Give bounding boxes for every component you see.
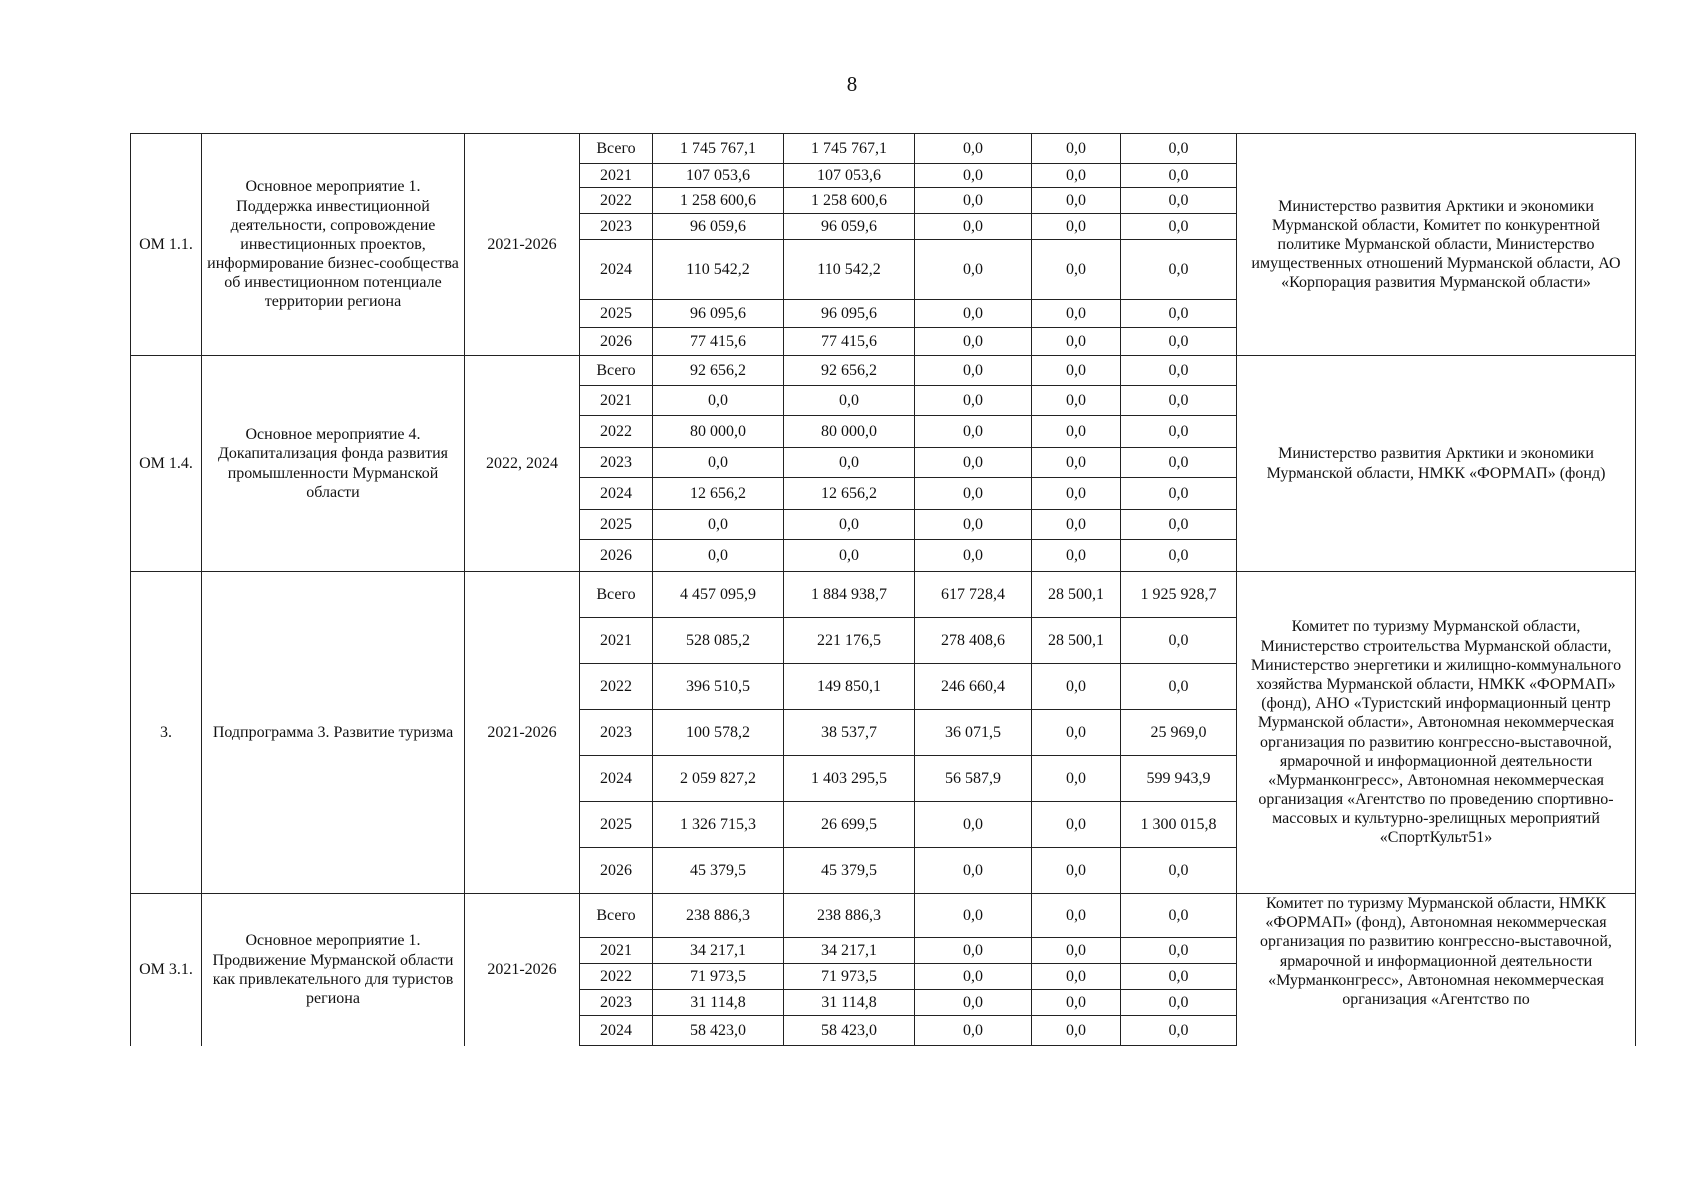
other-sources-cell: 0,0 <box>1121 848 1237 894</box>
year-cell: 2024 <box>580 478 653 510</box>
other-sources-cell: 0,0 <box>1121 164 1237 188</box>
regional-budget-cell: 1 403 295,5 <box>784 756 915 802</box>
other-sources-cell: 0,0 <box>1121 1016 1237 1046</box>
total-cell: 1 258 600,6 <box>653 188 784 214</box>
section-code: ОМ 3.1. <box>131 894 202 1046</box>
federal-budget-cell: 246 660,4 <box>915 664 1032 710</box>
local-budget-cell: 0,0 <box>1032 894 1121 938</box>
regional-budget-cell: 31 114,8 <box>784 990 915 1016</box>
local-budget-cell: 0,0 <box>1032 938 1121 964</box>
regional-budget-cell: 0,0 <box>784 386 915 416</box>
total-cell: 34 217,1 <box>653 938 784 964</box>
other-sources-cell: 599 943,9 <box>1121 756 1237 802</box>
local-budget-cell: 0,0 <box>1032 214 1121 240</box>
other-sources-cell: 1 300 015,8 <box>1121 802 1237 848</box>
year-cell: Всего <box>580 134 653 164</box>
federal-budget-cell: 0,0 <box>915 240 1032 300</box>
federal-budget-cell: 0,0 <box>915 300 1032 328</box>
year-cell: Всего <box>580 356 653 386</box>
other-sources-cell: 0,0 <box>1121 356 1237 386</box>
total-cell: 528 085,2 <box>653 618 784 664</box>
federal-budget-cell: 0,0 <box>915 990 1032 1016</box>
local-budget-cell: 0,0 <box>1032 134 1121 164</box>
other-sources-cell: 0,0 <box>1121 664 1237 710</box>
federal-budget-cell: 0,0 <box>915 964 1032 990</box>
local-budget-cell: 0,0 <box>1032 540 1121 572</box>
other-sources-cell: 0,0 <box>1121 134 1237 164</box>
regional-budget-cell: 221 176,5 <box>784 618 915 664</box>
year-cell: 2021 <box>580 938 653 964</box>
regional-budget-cell: 77 415,6 <box>784 328 915 356</box>
other-sources-cell: 0,0 <box>1121 188 1237 214</box>
federal-budget-cell: 0,0 <box>915 848 1032 894</box>
other-sources-cell: 0,0 <box>1121 510 1237 540</box>
year-cell: 2022 <box>580 188 653 214</box>
regional-budget-cell: 26 699,5 <box>784 802 915 848</box>
total-cell: 396 510,5 <box>653 664 784 710</box>
federal-budget-cell: 0,0 <box>915 478 1032 510</box>
year-cell: 2026 <box>580 328 653 356</box>
local-budget-cell: 28 500,1 <box>1032 572 1121 618</box>
other-sources-cell: 0,0 <box>1121 328 1237 356</box>
federal-budget-cell: 0,0 <box>915 540 1032 572</box>
section-responsible: Министерство развития Арктики и экономики Мурманской области, НМКК «ФОРМАП» (фонд) <box>1237 356 1636 572</box>
total-cell: 107 053,6 <box>653 164 784 188</box>
other-sources-cell: 0,0 <box>1121 478 1237 510</box>
total-cell: 31 114,8 <box>653 990 784 1016</box>
federal-budget-cell: 0,0 <box>915 938 1032 964</box>
local-budget-cell: 28 500,1 <box>1032 618 1121 664</box>
federal-budget-cell: 0,0 <box>915 134 1032 164</box>
other-sources-cell: 0,0 <box>1121 894 1237 938</box>
total-cell: 110 542,2 <box>653 240 784 300</box>
year-cell: 2025 <box>580 802 653 848</box>
local-budget-cell: 0,0 <box>1032 386 1121 416</box>
local-budget-cell: 0,0 <box>1032 990 1121 1016</box>
section-period: 2022, 2024 <box>465 356 580 572</box>
total-cell: 77 415,6 <box>653 328 784 356</box>
total-cell: 71 973,5 <box>653 964 784 990</box>
regional-budget-cell: 0,0 <box>784 540 915 572</box>
regional-budget-cell: 110 542,2 <box>784 240 915 300</box>
federal-budget-cell: 0,0 <box>915 1016 1032 1046</box>
other-sources-cell: 0,0 <box>1121 214 1237 240</box>
year-cell: 2022 <box>580 964 653 990</box>
regional-budget-cell: 0,0 <box>784 448 915 478</box>
total-cell: 100 578,2 <box>653 710 784 756</box>
year-cell: 2025 <box>580 510 653 540</box>
other-sources-cell: 0,0 <box>1121 386 1237 416</box>
regional-budget-cell: 149 850,1 <box>784 664 915 710</box>
year-cell: 2024 <box>580 756 653 802</box>
federal-budget-cell: 0,0 <box>915 214 1032 240</box>
section-name: Основное мероприятие 1. Продвижение Мурманской области как привлекательного для туристов региона <box>202 894 465 1046</box>
other-sources-cell: 0,0 <box>1121 448 1237 478</box>
local-budget-cell: 0,0 <box>1032 756 1121 802</box>
total-cell: 0,0 <box>653 386 784 416</box>
federal-budget-cell: 0,0 <box>915 510 1032 540</box>
federal-budget-cell: 0,0 <box>915 448 1032 478</box>
section-responsible: Министерство развития Арктики и экономики Мурманской области, Комитет по конкурентной политике Мурманской области, Министерство имущественных отношений Мурманской области, АО «Корпорация развития Мурманской области» <box>1237 134 1636 356</box>
total-cell: 92 656,2 <box>653 356 784 386</box>
year-cell: 2026 <box>580 540 653 572</box>
local-budget-cell: 0,0 <box>1032 478 1121 510</box>
regional-budget-cell: 12 656,2 <box>784 478 915 510</box>
section-period: 2021-2026 <box>465 894 580 1046</box>
total-cell: 0,0 <box>653 448 784 478</box>
federal-budget-cell: 0,0 <box>915 356 1032 386</box>
section-responsible: Комитет по туризму Мурманской области, НМКК «ФОРМАП» (фонд), Автономная некоммерческая организация по развитию конгрессно-выставочной, ярмарочной и информационной деятельности «Мурманконгресс», Автономная некоммерческая организация «Агентство по <box>1237 894 1636 1046</box>
local-budget-cell: 0,0 <box>1032 416 1121 448</box>
other-sources-cell: 0,0 <box>1121 300 1237 328</box>
year-cell: 2022 <box>580 416 653 448</box>
other-sources-cell: 25 969,0 <box>1121 710 1237 756</box>
regional-budget-cell: 96 059,6 <box>784 214 915 240</box>
total-cell: 238 886,3 <box>653 894 784 938</box>
total-cell: 12 656,2 <box>653 478 784 510</box>
local-budget-cell: 0,0 <box>1032 448 1121 478</box>
local-budget-cell: 0,0 <box>1032 328 1121 356</box>
federal-budget-cell: 0,0 <box>915 802 1032 848</box>
total-cell: 4 457 095,9 <box>653 572 784 618</box>
regional-budget-cell: 1 258 600,6 <box>784 188 915 214</box>
other-sources-cell: 0,0 <box>1121 938 1237 964</box>
total-cell: 58 423,0 <box>653 1016 784 1046</box>
local-budget-cell: 0,0 <box>1032 664 1121 710</box>
local-budget-cell: 0,0 <box>1032 240 1121 300</box>
total-cell: 0,0 <box>653 540 784 572</box>
local-budget-cell: 0,0 <box>1032 802 1121 848</box>
year-cell: 2026 <box>580 848 653 894</box>
local-budget-cell: 0,0 <box>1032 710 1121 756</box>
total-cell: 80 000,0 <box>653 416 784 448</box>
section-responsible: Комитет по туризму Мурманской области, Министерство строительства Мурманской области, Министерство энергетики и жилищно-коммунального хозяйства Мурманской области, НМКК «ФОРМАП» (фонд), АНО «Туристский информационный центр Мурманской области», Автономная некоммерческая организация по развитию конгрессно-выставочной, ярмарочной и информационной деятельности «Мурманконгресс», Автономная некоммерческая организация «Агентство по проведению спортивно-массовых и культурно-зрелищных мероприятий «СпортКульт51» <box>1237 572 1636 894</box>
section-code: ОМ 1.4. <box>131 356 202 572</box>
federal-budget-cell: 56 587,9 <box>915 756 1032 802</box>
year-cell: 2021 <box>580 164 653 188</box>
regional-budget-cell: 38 537,7 <box>784 710 915 756</box>
federal-budget-cell: 617 728,4 <box>915 572 1032 618</box>
section-code: ОМ 1.1. <box>131 134 202 356</box>
regional-budget-cell: 96 095,6 <box>784 300 915 328</box>
other-sources-cell: 0,0 <box>1121 240 1237 300</box>
year-cell: 2024 <box>580 1016 653 1046</box>
total-cell: 0,0 <box>653 510 784 540</box>
year-cell: 2021 <box>580 386 653 416</box>
total-cell: 45 379,5 <box>653 848 784 894</box>
year-cell: 2023 <box>580 448 653 478</box>
other-sources-cell: 0,0 <box>1121 416 1237 448</box>
regional-budget-cell: 58 423,0 <box>784 1016 915 1046</box>
other-sources-cell: 0,0 <box>1121 540 1237 572</box>
table-body <box>131 134 1636 1046</box>
total-cell: 96 095,6 <box>653 300 784 328</box>
local-budget-cell: 0,0 <box>1032 964 1121 990</box>
total-cell: 1 326 715,3 <box>653 802 784 848</box>
other-sources-cell: 0,0 <box>1121 618 1237 664</box>
other-sources-cell: 0,0 <box>1121 990 1237 1016</box>
year-cell: 2022 <box>580 664 653 710</box>
table-row <box>131 356 1636 386</box>
year-cell: Всего <box>580 894 653 938</box>
local-budget-cell: 0,0 <box>1032 1016 1121 1046</box>
regional-budget-cell: 71 973,5 <box>784 964 915 990</box>
section-name: Основное мероприятие 1. Поддержка инвестиционной деятельности, сопровождение инвестиционных проектов, информирование бизнес-сообщества об инвестиционном потенциале территории региона <box>202 134 465 356</box>
total-cell: 2 059 827,2 <box>653 756 784 802</box>
table-row <box>131 572 1636 618</box>
federal-budget-cell: 0,0 <box>915 894 1032 938</box>
local-budget-cell: 0,0 <box>1032 356 1121 386</box>
section-code: 3. <box>131 572 202 894</box>
budget-table <box>130 133 1636 1046</box>
federal-budget-cell: 0,0 <box>915 386 1032 416</box>
table-row <box>131 894 1636 938</box>
regional-budget-cell: 45 379,5 <box>784 848 915 894</box>
page-number: 8 <box>846 72 858 96</box>
local-budget-cell: 0,0 <box>1032 164 1121 188</box>
local-budget-cell: 0,0 <box>1032 300 1121 328</box>
local-budget-cell: 0,0 <box>1032 510 1121 540</box>
regional-budget-cell: 0,0 <box>784 510 915 540</box>
year-cell: 2021 <box>580 618 653 664</box>
federal-budget-cell: 0,0 <box>915 164 1032 188</box>
year-cell: Всего <box>580 572 653 618</box>
federal-budget-cell: 36 071,5 <box>915 710 1032 756</box>
regional-budget-cell: 34 217,1 <box>784 938 915 964</box>
section-period: 2021-2026 <box>465 572 580 894</box>
other-sources-cell: 1 925 928,7 <box>1121 572 1237 618</box>
year-cell: 2023 <box>580 214 653 240</box>
year-cell: 2024 <box>580 240 653 300</box>
section-name: Подпрограмма 3. Развитие туризма <box>202 572 465 894</box>
regional-budget-cell: 107 053,6 <box>784 164 915 188</box>
year-cell: 2023 <box>580 990 653 1016</box>
year-cell: 2023 <box>580 710 653 756</box>
federal-budget-cell: 0,0 <box>915 416 1032 448</box>
federal-budget-cell: 0,0 <box>915 328 1032 356</box>
section-period: 2021-2026 <box>465 134 580 356</box>
regional-budget-cell: 1 745 767,1 <box>784 134 915 164</box>
federal-budget-cell: 0,0 <box>915 188 1032 214</box>
regional-budget-cell: 80 000,0 <box>784 416 915 448</box>
section-name: Основное мероприятие 4. Докапитализация фонда развития промышленности Мурманской области <box>202 356 465 572</box>
other-sources-cell: 0,0 <box>1121 964 1237 990</box>
regional-budget-cell: 238 886,3 <box>784 894 915 938</box>
total-cell: 1 745 767,1 <box>653 134 784 164</box>
local-budget-cell: 0,0 <box>1032 848 1121 894</box>
table-row <box>131 134 1636 164</box>
federal-budget-cell: 278 408,6 <box>915 618 1032 664</box>
regional-budget-cell: 1 884 938,7 <box>784 572 915 618</box>
local-budget-cell: 0,0 <box>1032 188 1121 214</box>
regional-budget-cell: 92 656,2 <box>784 356 915 386</box>
year-cell: 2025 <box>580 300 653 328</box>
total-cell: 96 059,6 <box>653 214 784 240</box>
